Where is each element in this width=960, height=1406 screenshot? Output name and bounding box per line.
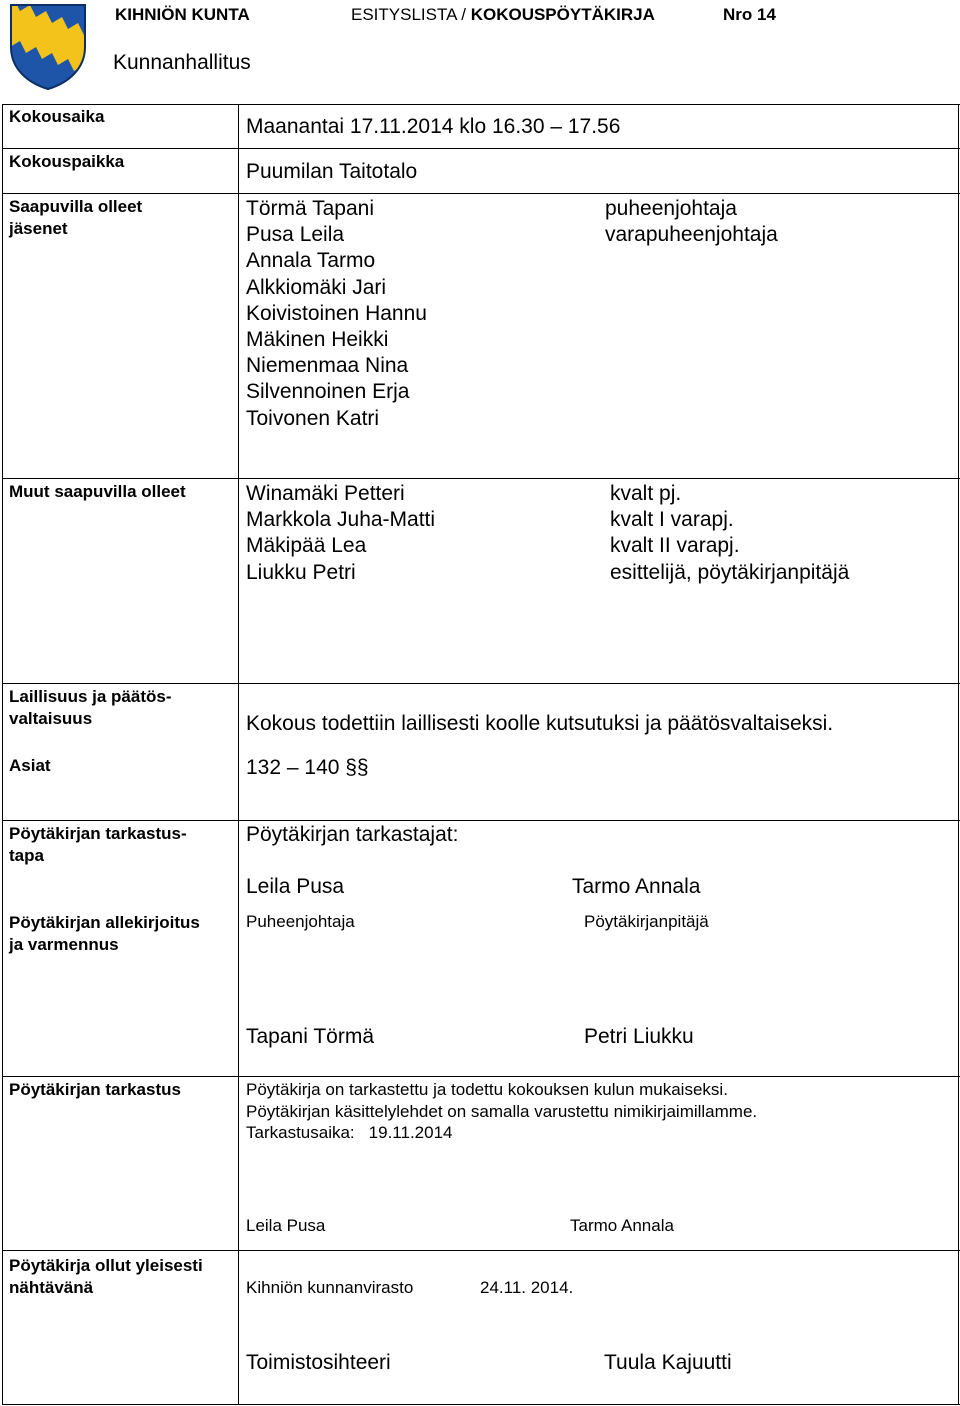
table-border-right	[958, 104, 959, 1405]
attendee-role: kvalt I varapj.	[610, 508, 734, 532]
row-divider	[2, 683, 960, 684]
document-type	[351, 5, 655, 25]
member-name: Silvennoinen Erja	[246, 380, 410, 404]
member-name: Alkkiomäki Jari	[246, 275, 387, 299]
document-type-prefix: ESITYSLISTA /	[351, 5, 471, 24]
municipal-coat-of-arms-icon	[8, 3, 88, 91]
reviewers-heading: Pöytäkirjan tarkastajat:	[246, 823, 459, 846]
member-name: Törmä Tapani	[246, 197, 375, 220]
other-attendees-roles	[610, 481, 849, 586]
members-label	[9, 196, 142, 240]
member-role: puheenjohtaja	[605, 197, 737, 220]
member-role: varapuheenjohtaja	[605, 223, 778, 247]
row-divider	[2, 1250, 960, 1251]
table-border-bottom	[2, 1404, 960, 1405]
reviewer-name: Tarmo Annala	[572, 875, 701, 898]
table-border-top	[2, 104, 960, 105]
signatory-role: Puheenjohtaja	[246, 912, 355, 931]
row-divider	[2, 820, 960, 821]
attendee-role: kvalt II varapj.	[610, 534, 740, 558]
public-display-label-line: Pöytäkirja ollut yleisesti	[9, 1256, 203, 1275]
review-label: Pöytäkirjan tarkastus	[9, 1080, 181, 1099]
member-name: Mäkinen Heikki	[246, 328, 389, 352]
legality-label	[9, 686, 172, 730]
member-name: Annala Tarmo	[246, 249, 376, 273]
meeting-place-value: Puumilan Taitotalo	[246, 160, 418, 183]
signatory-name: Tapani Törmä	[246, 1025, 375, 1048]
table-border-left	[2, 104, 3, 1405]
signatory-role: Pöytäkirjanpitäjä	[584, 912, 709, 931]
review-text	[246, 1079, 757, 1144]
row-divider	[2, 193, 960, 194]
members-label-line: Saapuvilla olleet	[9, 197, 143, 216]
attendee-name: Mäkipää Lea	[246, 534, 367, 558]
review-date: 19.11.2014	[368, 1123, 453, 1142]
reviewer-name: Leila Pusa	[246, 875, 345, 898]
review-signer: Tarmo Annala	[570, 1216, 674, 1235]
public-display-place: Kihniön kunnanvirasto	[246, 1278, 414, 1297]
review-method-label-line: tapa	[9, 846, 44, 865]
municipality-name: KIHNIÖN KUNTA	[115, 5, 250, 24]
meeting-place-label: Kokouspaikka	[9, 152, 125, 171]
table-column-divider	[238, 104, 239, 1405]
public-display-label	[9, 1255, 203, 1299]
member-name: Niemenmaa Nina	[246, 354, 409, 378]
member-name: Koivistoinen Hannu	[246, 301, 427, 325]
public-display-signer-title: Toimistosihteeri	[246, 1351, 391, 1374]
meeting-time-value: Maanantai 17.11.2014 klo 16.30 – 17.56	[246, 115, 621, 138]
public-display-signer-name: Tuula Kajuutti	[604, 1351, 732, 1374]
review-text-line: Pöytäkirjan käsittelylehdet on samalla varustettu nimikirjaimillamme.	[246, 1101, 758, 1121]
members-list	[246, 196, 427, 432]
signature-label-line: ja varmennus	[9, 935, 119, 954]
review-method-label	[9, 823, 187, 867]
organ-name: Kunnanhallitus	[113, 51, 251, 74]
other-attendees-list	[246, 481, 435, 586]
document-number: Nro 14	[723, 5, 776, 24]
members-roles	[605, 196, 778, 248]
review-signer: Leila Pusa	[246, 1216, 326, 1235]
legality-label-line: valtaisuus	[9, 709, 93, 728]
meeting-time-label: Kokousaika	[9, 107, 105, 126]
legality-value: Kokous todettiin laillisesti koolle kutsutuksi ja päätösvaltaiseksi.	[246, 712, 834, 735]
attendee-name: Winamäki Petteri	[246, 482, 405, 505]
attendee-name: Liukku Petri	[246, 560, 356, 584]
attendee-role: esittelijä, pöytäkirjanpitäjä	[610, 560, 850, 584]
items-value: 132 – 140 §§	[246, 756, 369, 779]
signature-label	[9, 912, 200, 956]
member-name: Pusa Leila	[246, 223, 345, 247]
review-method-label-line: Pöytäkirjan tarkastus-	[9, 824, 187, 843]
review-text-line: Pöytäkirja on tarkastettu ja todettu kokouksen kulun mukaiseksi.	[246, 1080, 728, 1099]
members-label-line: jäsenet	[9, 219, 68, 238]
row-divider	[2, 1076, 960, 1077]
items-label: Asiat	[9, 756, 51, 775]
public-display-label-line: nähtävänä	[9, 1278, 94, 1297]
member-name: Toivonen Katri	[246, 406, 380, 430]
legality-label-line: Laillisuus ja päätös-	[9, 687, 172, 706]
row-divider	[2, 478, 960, 479]
review-date-label: Tarkastusaika:	[246, 1123, 355, 1142]
other-attendees-label: Muut saapuvilla olleet	[9, 482, 186, 501]
attendee-role: kvalt pj.	[610, 482, 682, 505]
signature-label-line: Pöytäkirjan allekirjoitus	[9, 913, 200, 932]
document-type-main: KOKOUSPÖYTÄKIRJA	[470, 5, 655, 24]
review-date-line	[246, 1122, 757, 1144]
signatory-name: Petri Liukku	[584, 1025, 694, 1048]
attendee-name: Markkola Juha-Matti	[246, 508, 436, 532]
public-display-date: 24.11. 2014.	[480, 1278, 574, 1297]
row-divider	[2, 148, 960, 149]
